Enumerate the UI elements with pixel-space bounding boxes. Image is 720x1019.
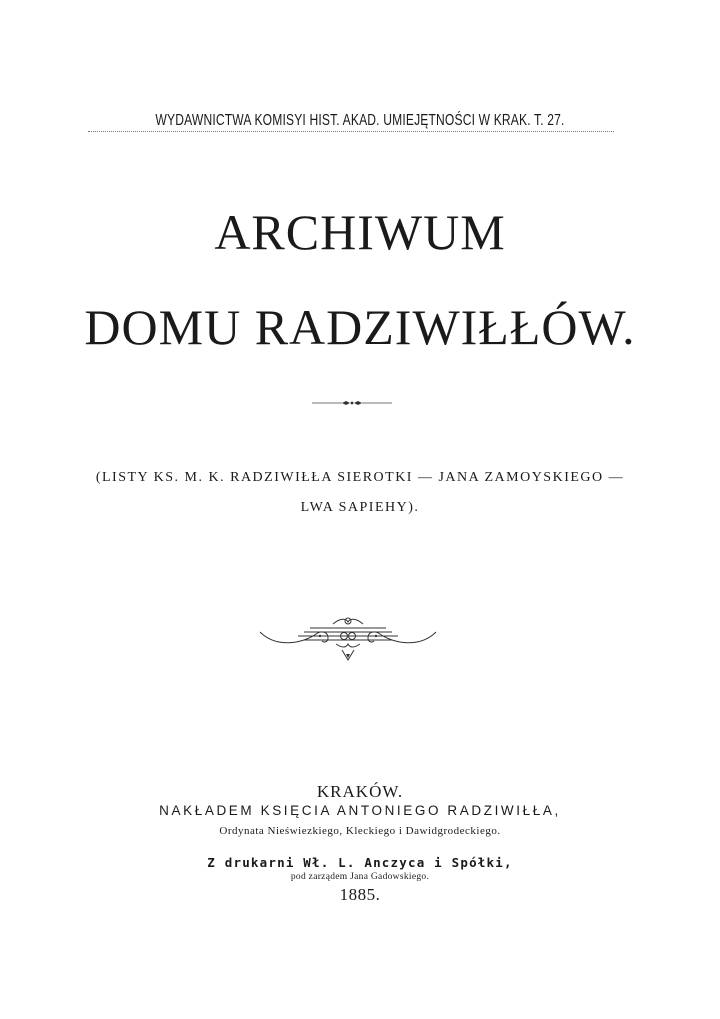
scroll-ornament-icon <box>258 614 438 666</box>
imprint-publisher: NAKŁADEM KSIĘCIA ANTONIEGO RADZIWIŁŁA, <box>159 803 561 818</box>
series-line: WYDAWNICTWA KOMISYI HIST. AKAD. UMIEJĘTNOŚCI W KRAK. T. 27. <box>155 112 565 129</box>
imprint-printer-note: pod zarządem Jana Gadowskiego. <box>290 872 430 882</box>
title-line-1: ARCHIWUM <box>214 204 506 260</box>
imprint-printer: Z drukarni Wł. L. Anczyca i Spółki, <box>207 855 513 870</box>
title-line-2: DOMU RADZIWIŁŁÓW. <box>84 299 636 355</box>
subtitle-line-1: (LISTY KS. M. K. RADZIWIŁŁA SIEROTKI — JANA ZAMOYSKIEGO — <box>95 470 625 485</box>
dash-ornament-icon <box>312 398 392 408</box>
imprint-year: 1885. <box>339 885 381 904</box>
imprint-publisher-note: Ordynata Nieświezkiego, Kleckiego i Dawidgrodeckiego. <box>219 825 501 837</box>
series-rule <box>88 131 614 132</box>
imprint-city: KRAKÓW. <box>316 782 404 801</box>
subtitle-line-2: LWA SAPIEHY). <box>300 500 420 515</box>
